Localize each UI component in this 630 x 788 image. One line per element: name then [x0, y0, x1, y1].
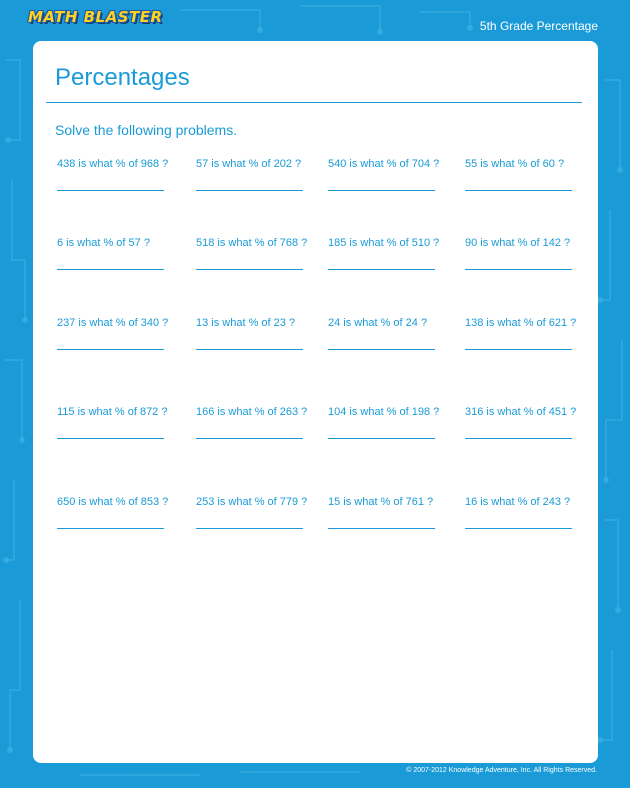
problem-text: 185 is what % of 510 ?: [328, 237, 440, 249]
page-title: Percentages: [55, 64, 190, 91]
problem-text: 518 is what % of 768 ?: [196, 237, 308, 249]
problem-item: [328, 237, 448, 249]
problem-item: [57, 496, 177, 508]
answer-line[interactable]: [196, 349, 303, 350]
problem-item: [57, 158, 177, 170]
problem-item: [465, 496, 585, 508]
answer-line[interactable]: [328, 349, 435, 350]
problem-item: [465, 406, 585, 418]
problem-item: [196, 406, 316, 418]
problem-item: [328, 406, 448, 418]
problem-item: [196, 158, 316, 170]
answer-line[interactable]: [465, 528, 572, 529]
answer-line[interactable]: [57, 528, 164, 529]
answer-line[interactable]: [57, 190, 164, 191]
answer-line[interactable]: [57, 438, 164, 439]
answer-line[interactable]: [328, 528, 435, 529]
problem-item: [57, 317, 177, 329]
problem-text: 16 is what % of 243 ?: [465, 496, 571, 508]
answer-line[interactable]: [465, 269, 572, 270]
problem-text: 253 is what % of 779 ?: [196, 496, 308, 508]
problem-text: 55 is what % of 60 ?: [465, 158, 565, 170]
instructions-text: Solve the following problems.: [55, 122, 238, 138]
problem-text: 15 is what % of 761 ?: [328, 496, 434, 508]
problem-text: 540 is what % of 704 ?: [328, 158, 440, 170]
worksheet-card: [33, 41, 598, 763]
copyright-notice: © 2007-2012 Knowledge Adventure, Inc. All Rights Reserved.: [406, 767, 597, 774]
answer-line[interactable]: [465, 190, 572, 191]
problem-text: 90 is what % of 142 ?: [465, 237, 571, 249]
problem-item: [328, 317, 448, 329]
answer-line[interactable]: [328, 190, 435, 191]
problem-item: [196, 317, 316, 329]
answer-line[interactable]: [57, 269, 164, 270]
problem-text: 57 is what % of 202 ?: [196, 158, 302, 170]
answer-line[interactable]: [196, 438, 303, 439]
problem-item: [57, 406, 177, 418]
answer-line[interactable]: [196, 269, 303, 270]
problem-text: 166 is what % of 263 ?: [196, 406, 308, 418]
answer-line[interactable]: [328, 269, 435, 270]
answer-line[interactable]: [196, 190, 303, 191]
problem-item: [328, 496, 448, 508]
answer-line[interactable]: [57, 349, 164, 350]
problem-item: [196, 496, 316, 508]
problem-text: 104 is what % of 198 ?: [328, 406, 440, 418]
math-blaster-logo: MATH BLASTER: [28, 8, 163, 26]
problem-item: [328, 158, 448, 170]
problem-text: 138 is what % of 621 ?: [465, 317, 577, 329]
problem-text: 13 is what % of 23 ?: [196, 317, 296, 329]
answer-line[interactable]: [328, 438, 435, 439]
problem-item: [465, 317, 585, 329]
answer-line[interactable]: [465, 438, 572, 439]
problem-item: [57, 237, 177, 249]
problem-text: 24 is what % of 24 ?: [328, 317, 428, 329]
problem-text: 650 is what % of 853 ?: [57, 496, 169, 508]
title-divider: [46, 102, 582, 103]
grade-label: 5th Grade Percentage: [479, 19, 598, 33]
problem-text: 316 is what % of 451 ?: [465, 406, 577, 418]
problem-item: [196, 237, 316, 249]
answer-line[interactable]: [196, 528, 303, 529]
problem-text: 237 is what % of 340 ?: [57, 317, 169, 329]
answer-line[interactable]: [465, 349, 572, 350]
problem-item: [465, 237, 585, 249]
problem-text: 115 is what % of 872 ?: [57, 406, 168, 418]
problem-text: 438 is what % of 968 ?: [57, 158, 169, 170]
problem-text: 6 is what % of 57 ?: [57, 237, 150, 249]
problem-item: [465, 158, 585, 170]
